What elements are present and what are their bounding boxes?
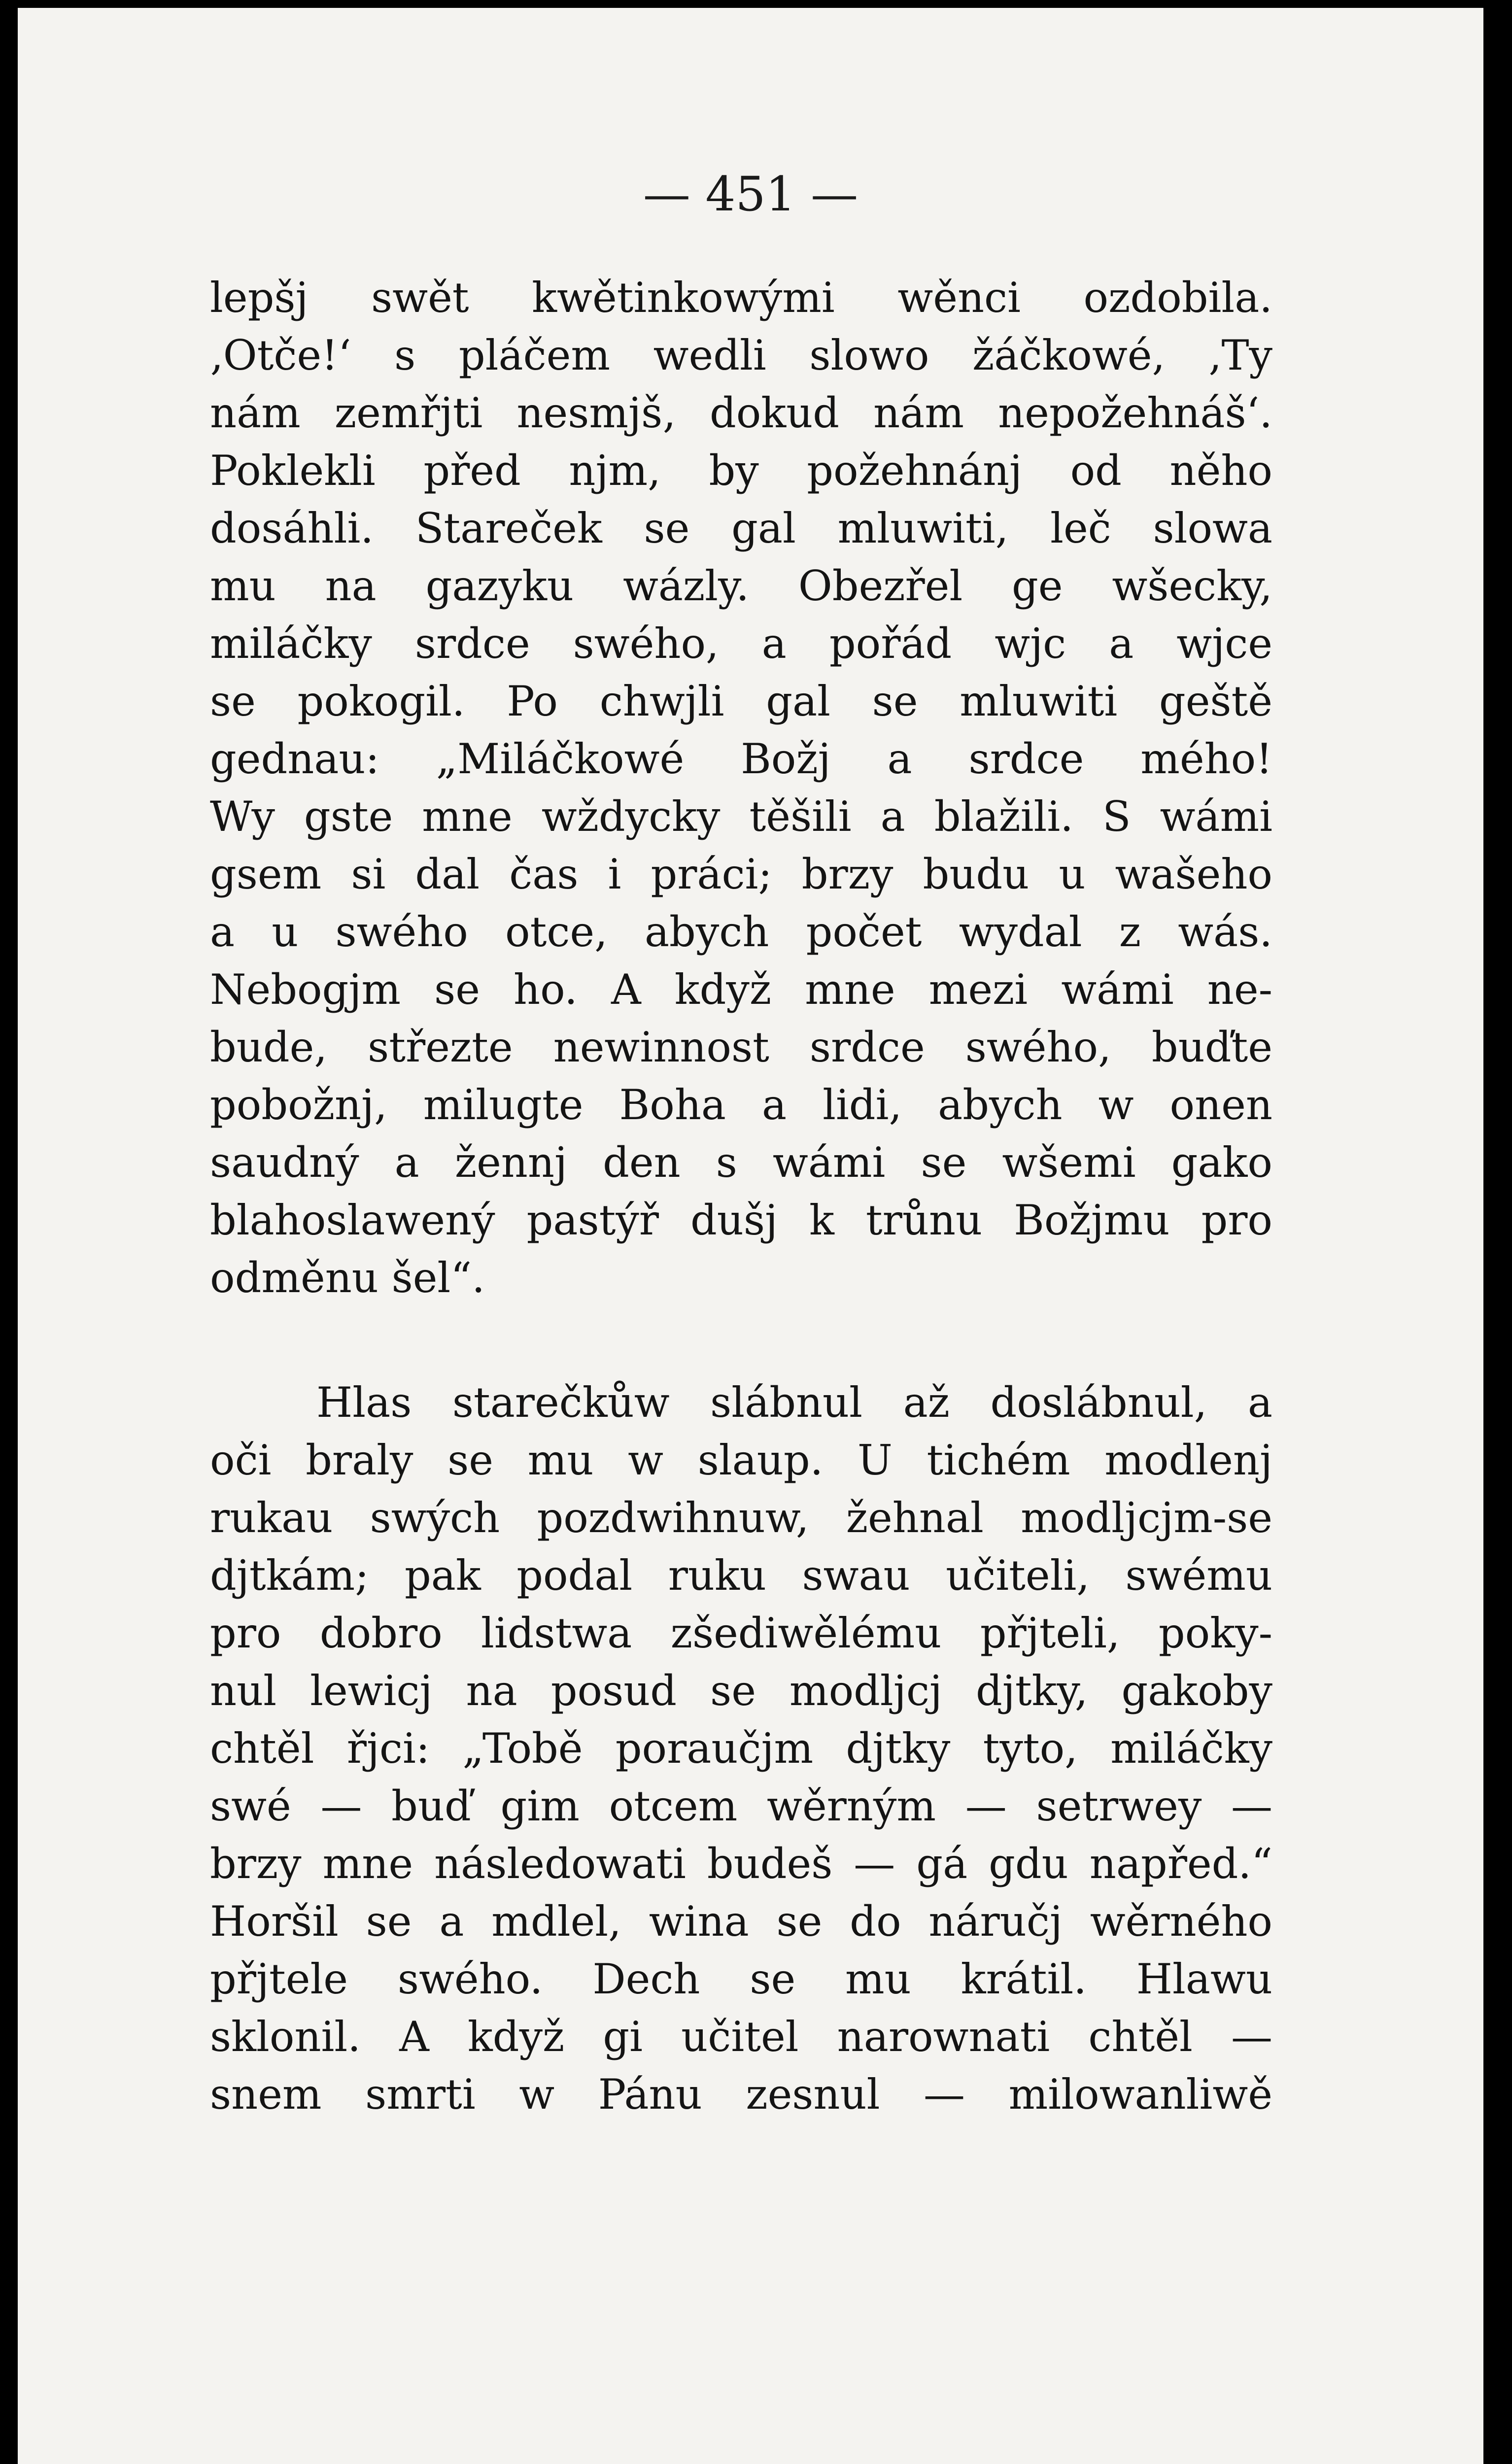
text-line: bude, střezte newinnost srdce swého, buďte	[210, 1023, 1272, 1071]
text-line: swé — buď gim otcem wěrným — setrwey —	[210, 1782, 1272, 1830]
text-line: lepšj swět kwětinkowými wěnci ozdobila.	[210, 274, 1272, 322]
text-line: se pokogil. Po chwjli gal se mluwiti geště	[210, 677, 1272, 725]
text-line: oči braly se mu w slaup. U tichém modlenj	[210, 1436, 1272, 1484]
text-line: djtkám; pak podal ruku swau učiteli, swému	[210, 1551, 1272, 1600]
text-line: chtěl řjci: „Tobě poraučjm djtky tyto, miláčky	[210, 1724, 1272, 1773]
text-line: pro dobro lidstwa zšediwělému přjteli, poky-	[210, 1609, 1272, 1657]
text-line: dosáhli. Stareček se gal mluwiti, leč slowa	[210, 504, 1272, 552]
text-line: nul lewicj na posud se modljcj djtky, gakoby	[210, 1667, 1272, 1715]
text-line: přjtele swého. Dech se mu krátil. Hlawu	[210, 1955, 1272, 2003]
text-line: rukau swých pozdwihnuw, žehnal modljcjm-se	[210, 1494, 1272, 1542]
text-line: gednau: „Miláčkowé Božj a srdce mého!	[210, 735, 1272, 783]
text-line: sklonil. A když gi učitel narownati chtěl —	[210, 2013, 1272, 2061]
page-number: — 451 —	[643, 167, 859, 222]
text-line: mu na gazyku wázly. Obezřel ge wšecky,	[210, 562, 1272, 610]
text-line: snem smrti w Pánu zesnul — milowanliwě	[210, 2070, 1272, 2119]
book-page	[18, 8, 1483, 2464]
text-line: a u swého otce, abych počet wydal z wás.	[210, 908, 1272, 956]
text-line: ‚Otče!‘ s pláčem wedli slowo žáčkowé, ‚Ty	[210, 331, 1272, 379]
text-line: odměnu šel“.	[210, 1254, 485, 1302]
text-line: Nebogjm se ho. A když mne mezi wámi ne-	[210, 965, 1272, 1014]
text-line: blahoslawený pastýř dušj k trůnu Božjmu pro	[210, 1196, 1272, 1244]
paragraph-1	[210, 269, 1272, 1307]
text-line: brzy mne následowati budeš — gá gdu napřed.“	[210, 1840, 1272, 1888]
text-line: miláčky srdce swého, a pořád wjc a wjce	[210, 619, 1272, 668]
text-line: Poklekli před njm, by požehnánj od něho	[210, 446, 1272, 495]
text-line: Horšil se a mdlel, wina se do náručj wěrného	[210, 1897, 1272, 1946]
text-line: saudný a žennj den s wámi se wšemi gako	[210, 1138, 1272, 1187]
text-line: gsem si dal čas i práci; brzy budu u wašeho	[210, 850, 1272, 898]
text-line: Wy gste mne wždycky těšili a blažili. S wámi	[210, 792, 1272, 841]
text-line: pobožnj, milugte Boha a lidi, abych w onen	[210, 1081, 1272, 1129]
text-line: nám zemřjti nesmjš‚ dokud nám nepožehnáš‘.	[210, 389, 1272, 437]
text-line: Hlas starečkůw slábnul až doslábnul, a	[316, 1378, 1272, 1427]
paragraph-2	[210, 1374, 1272, 2123]
